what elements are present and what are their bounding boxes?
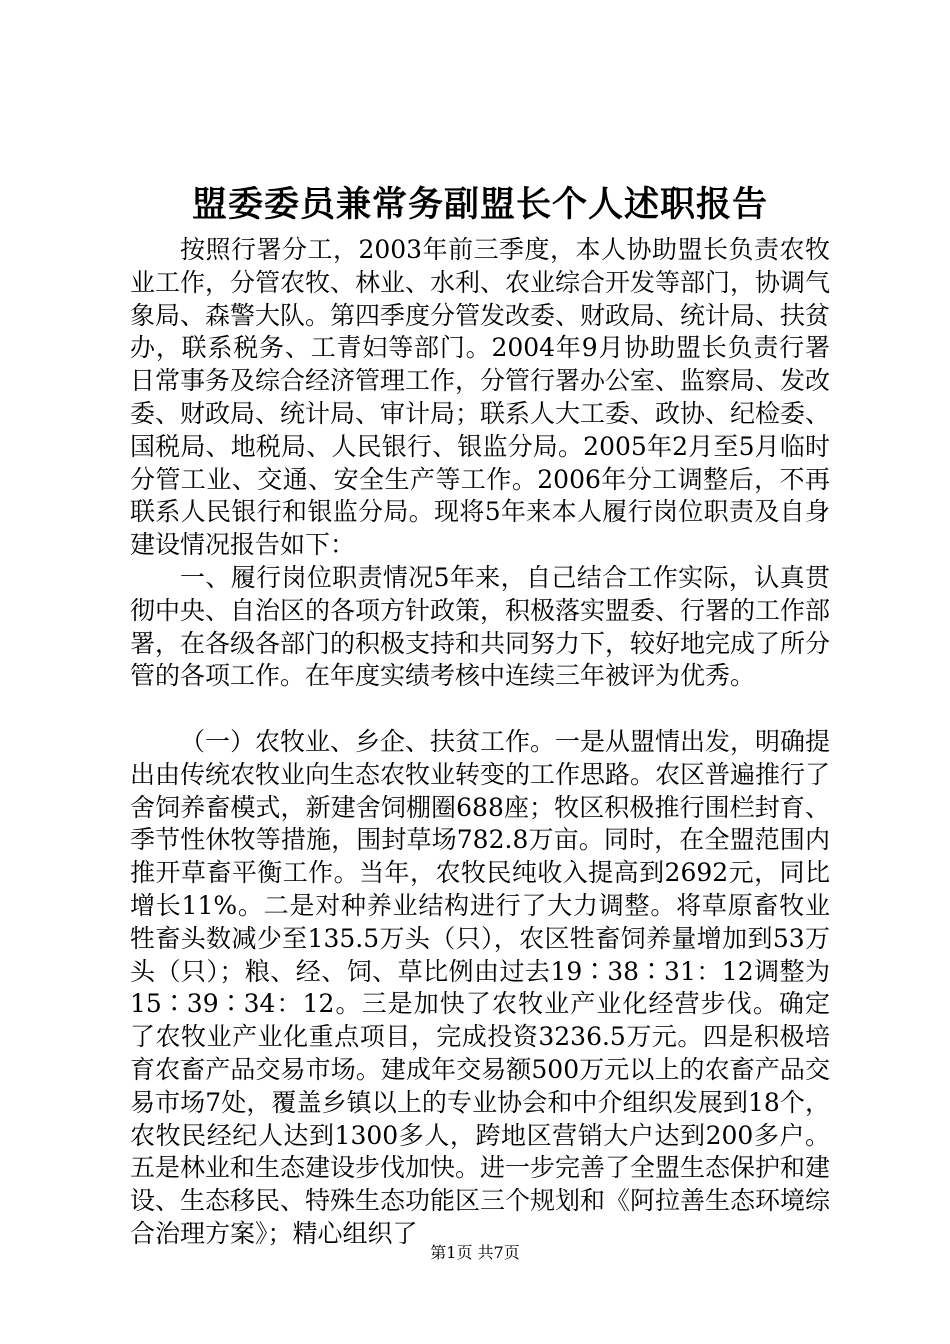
paragraph-section-one: 一、履行岗位职责情况5年来，自己结合工作实际，认真贯彻中央、自治区的各项方针政策，积极落实盟委、行署的工作部署，在各级各部门的积极支持和共同努力下，较好地完成了所分管的各项工作。在年度实绩考核中连续三年被评为优秀。	[130, 562, 831, 691]
paragraph-agriculture: （一）农牧业、乡企、扶贫工作。一是从盟情出发，明确提出由传统农牧业向生态农牧业转变的工作思路。农区普遍推行了舍饲养畜模式，新建舍饲棚圈688座；牧区积极推行围栏封育、季节性休牧等措施，围封草场782.8万亩。同时，在全盟范围内推开草畜平衡工作。当年，农牧民纯收入提高到2692元，同比增长11%。二是对种养业结构进行了大力调整。将草原畜牧业牲畜头数减少至135.5万头（只），农区牲畜饲养量增加到53万头（只）；粮、经、饲、草比例由过去19∶38∶31：12调整为15∶39∶34：12。三是加快了农牧业产业化经营步伐。确定了农牧业产业化重点项目，完成投资3236.5万元。四是积极培育农畜产品交易市场。建成年交易额500万元以上的农畜产品交易市场7处，覆盖乡镇以上的专业协会和中介组织发展到18个，农牧民经纪人达到1300多人，跨地区营销大户达到200多户。五是林业和生态建设步伐加快。进一步完善了全盟生态保护和建设、生态移民、特殊生态功能区三个规划和《阿拉善生态环境综合治理方案》；精心组织了	[130, 726, 831, 1248]
document-body	[130, 234, 830, 1251]
paragraph-intro: 按照行署分工，2003年前三季度，本人协助盟长负责农牧业工作，分管农牧、林业、水利、农业综合开发等部门，协调气象局、森警大队。第四季度分管发改委、财政局、统计局、扶贫办，联系税务、工青妇等部门。2004年9月协助盟长负责行署日常事务及综合经济管理工作，分管行署办公室、监察局、发改委、财政局、统计局、审计局；联系人大工委、政协、纪检委、国税局、地税局、人民银行、银监分局。2005年2月至5月临时分管工业、交通、安全生产等工作。2006年分工调整后，不再联系人民银行和银监分局。现将5年来本人履行岗位职责及自身建设情况报告如下：	[130, 235, 831, 560]
page-footer: 第1页 共7页	[430, 1243, 520, 1262]
paragraph-spacer	[130, 693, 830, 726]
document-title: 盟委委员兼常务副盟长个人述职报告	[191, 184, 768, 225]
